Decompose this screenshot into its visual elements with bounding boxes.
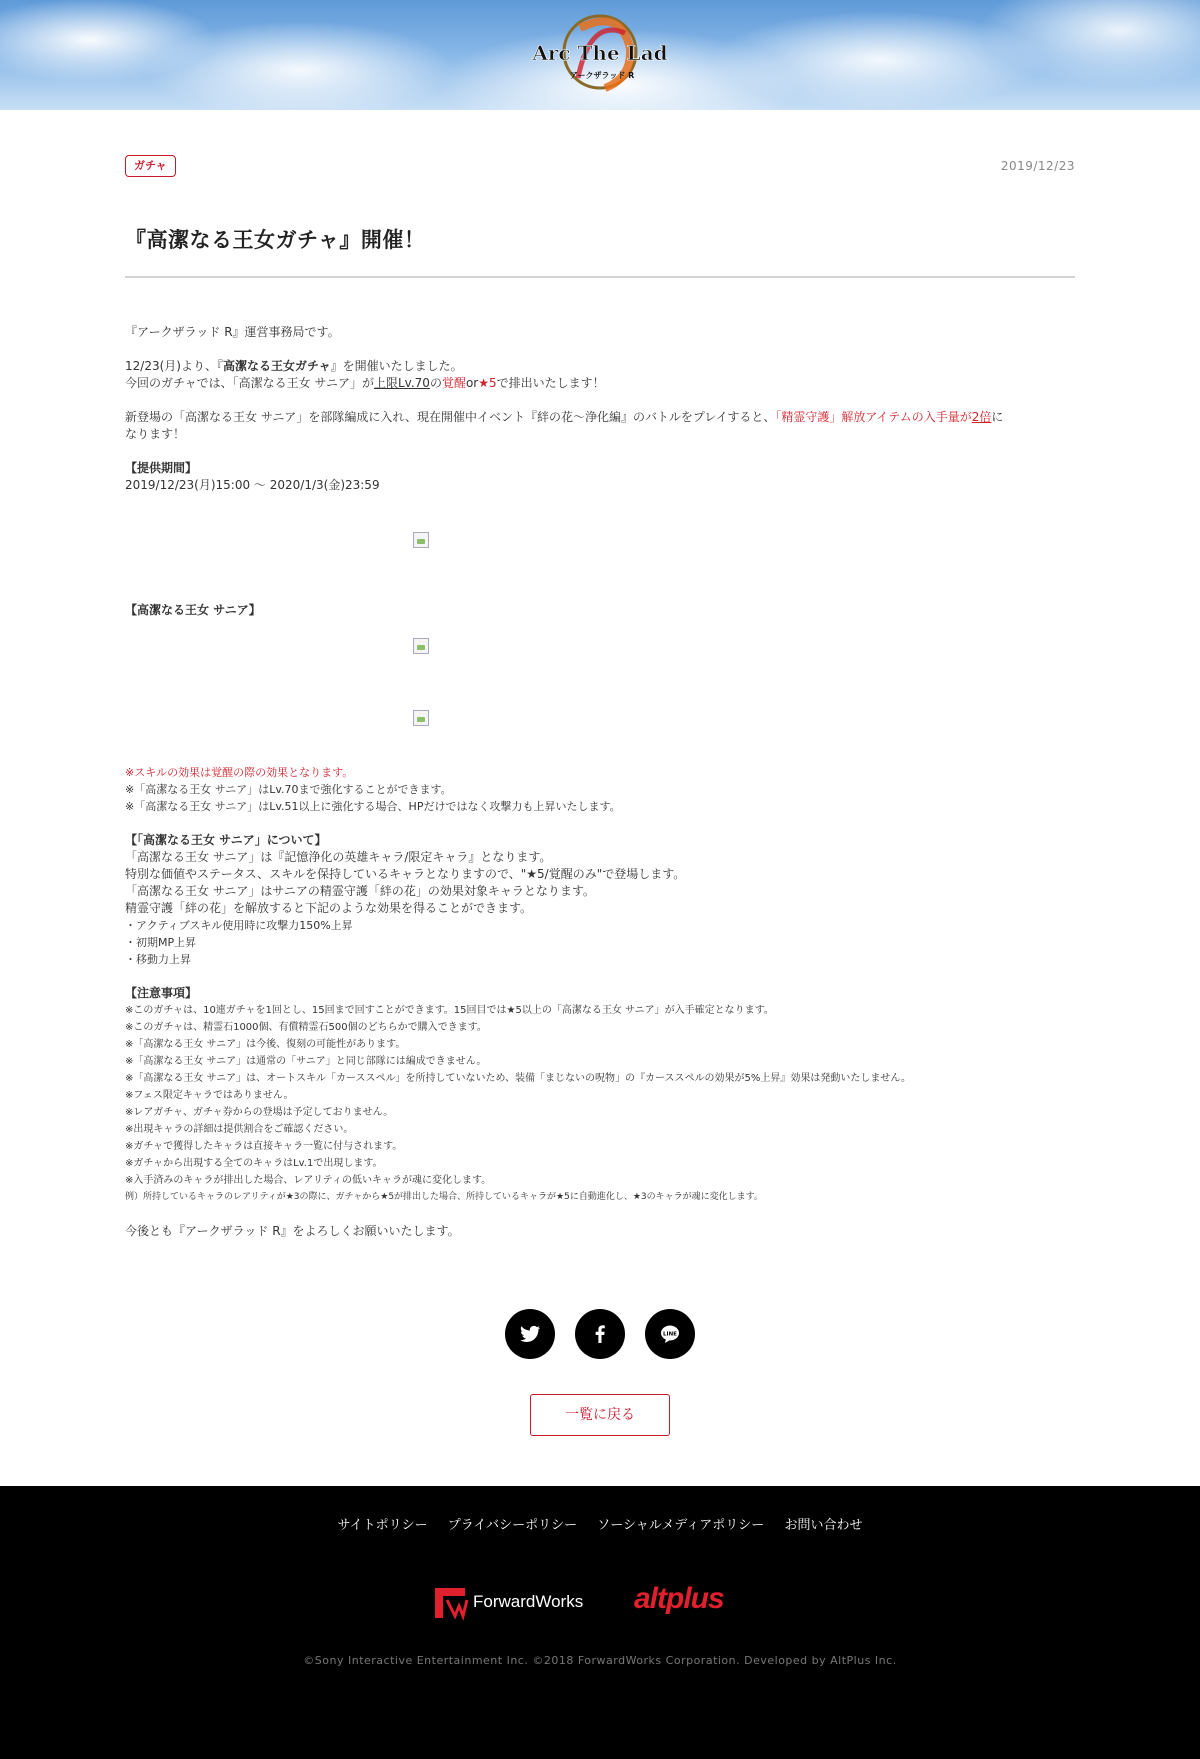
caution-item: ※このガチャは、精霊石1000個、有償精霊石500個のどちらかで購入できます。 — [125, 1022, 487, 1033]
paragraph-3: 新登場の「高潔なる王女 サニア」を部隊編成に入れ、現在開催中イベント『絆の花～浄化編』のバトルをプレイすると、「精霊守護」解放アイテムの入手量が2倍に — [125, 410, 1004, 424]
about-line: ・初期MP上昇 — [125, 936, 197, 949]
caution-item: ※「高潔なる王女 サニア」は、オートスキル「カーススペル」を所持していないため、装備「まじないの呪物」の『カーススペルの効果が5%上昇』効果は発動いたしません。 — [125, 1073, 912, 1084]
footer-link-contact[interactable]: お問い合わせ — [784, 1518, 863, 1533]
skill-note-1: ※「高潔なる王女 サニア」はLv.70まで強化することができます。 — [125, 783, 452, 796]
caution-item: ※「高潔なる王女 サニア」は通常の「サニア」と同じ部隊には編成できません。 — [125, 1056, 487, 1067]
forwardworks-text: ForwardWorks — [473, 1592, 584, 1611]
footer-nav — [0, 1514, 1200, 1533]
skill-notes — [125, 764, 1075, 1240]
caution-item: ※フェス限定キャラではありません。 — [125, 1090, 294, 1101]
article-body — [125, 324, 1075, 494]
about-line: 特別な価値やステータス、スキルを保持しているキャラとなりますので、"★5/覚醒のみ"で登場します。 — [125, 867, 686, 881]
footer-link-site-policy[interactable]: サイトポリシー — [337, 1518, 428, 1533]
about-line: 精霊守護「絆の花」を解放すると下記のような効果を得ることができます。 — [125, 901, 533, 915]
caution-item: ※ガチャから出現する全てのキャラはLv.1で出現します。 — [125, 1158, 383, 1169]
intro-text: 『アークザラッド R』運営事務局です。 — [125, 325, 340, 339]
caution-example: 例）所持しているキャラのレアリティが★3の際に、ガチャから★5が排出した場合、所持しているキャラが★5に自動進化し、★3のキャラが魂に変化します。 — [125, 1192, 763, 1202]
caution-item: ※「高潔なる王女 サニア」は今後、復刻の可能性があります。 — [125, 1039, 406, 1050]
paragraph-2: 今回のガチャでは、「高潔なる王女 サニア」が上限Lv.70の覚醒or★5で排出いたします！ — [125, 376, 605, 390]
game-logo[interactable] — [532, 8, 668, 100]
facebook-icon — [588, 1322, 612, 1346]
share-facebook-button[interactable] — [575, 1309, 625, 1359]
skill-note-2: ※「高潔なる王女 サニア」はLv.51以上に強化する場合、HPだけではなく攻撃力も上昇いたします。 — [125, 800, 621, 813]
period-heading: 【提供期間】 — [125, 461, 198, 475]
line-label: LINE — [663, 1331, 677, 1338]
line-icon — [658, 1322, 682, 1346]
paragraph-1: 12/23(月)より、『高潔なる王女ガチャ』を開催いたしました。 — [125, 359, 463, 373]
about-heading: 【「高潔なる王女 サニア」について】 — [125, 833, 327, 847]
banner-image — [413, 532, 429, 548]
forwardworks-logo[interactable] — [433, 1586, 593, 1622]
caution-item: ※レアガチャ、ガチャ券からの登場は予定しておりません。 — [125, 1107, 394, 1118]
caution-item: ※ガチャで獲得したキャラは直接キャラ一覧に付与されます。 — [125, 1141, 403, 1152]
header-banner — [0, 0, 1200, 110]
caution-item: ※このガチャは、10連ガチャを1回とし、15回まで回すことができます。15回目では★5以上の「高潔なる王女 サニア」が入手確定となります。 — [125, 1005, 774, 1016]
skill-image — [413, 710, 429, 726]
back-to-list-button[interactable]: 一覧に戻る — [530, 1394, 670, 1436]
footer — [0, 1486, 1200, 1759]
about-line: ・アクティブスキル使用時に攻撃力150%上昇 — [125, 919, 353, 932]
caution-item: ※入手済みのキャラが排出した場合、レアリティの低いキャラが魂に変化します。 — [125, 1175, 492, 1186]
title-divider — [125, 276, 1075, 278]
footer-link-social-media-policy[interactable]: ソーシャルメディアポリシー — [597, 1518, 765, 1533]
logo-subtext: アークザラッド R — [569, 71, 635, 80]
about-line: 「高潔なる王女 サニア」はサニアの精霊守護「絆の花」の効果対象キャラとなります。 — [125, 884, 595, 898]
share-twitter-button[interactable] — [505, 1309, 555, 1359]
gacha-name: 高潔なる王女ガチャ — [222, 359, 331, 373]
chara-image — [413, 638, 429, 654]
article-title: 『高潔なる王女ガチャ』開催！ — [125, 228, 426, 252]
altplus-logo[interactable]: altplus — [634, 1582, 724, 1615]
post-date: 2019/12/23 — [1000, 159, 1075, 173]
forwardworks-mark-icon — [433, 1586, 469, 1620]
about-line: 「高潔なる王女 サニア」は『記憶浄化の英雄キャラ/限定キャラ』となります。 — [125, 850, 552, 864]
chara-section — [125, 602, 1075, 619]
period-text: 2019/12/23(月)15:00 〜 2020/1/3(金)23:59 — [125, 478, 380, 492]
skill-note-red: ※スキルの効果は覚醒の際の効果となります。 — [125, 766, 354, 779]
paragraph-3-cont: なります！ — [125, 427, 186, 441]
share-line-button[interactable] — [645, 1309, 695, 1359]
caution-item: ※出現キャラの詳細は提供割合をご確認ください。 — [125, 1124, 354, 1135]
twitter-icon — [518, 1322, 542, 1346]
about-line: ・移動力上昇 — [125, 953, 191, 966]
copyright: ©Sony Interactive Entertainment Inc. ©2018 ForwardWorks Corporation. Developed by AltPlus Inc. — [303, 1654, 897, 1667]
footer-link-privacy-policy[interactable]: プライバシーポリシー — [447, 1518, 578, 1533]
closing-text: 今後とも『アークザラッド R』をよろしくお願いいたします。 — [125, 1224, 460, 1238]
logo-text: Arc The Lad — [532, 41, 668, 65]
chara-heading: 【高潔なる王女 サニア】 — [125, 603, 261, 617]
caution-heading: 【注意事項】 — [125, 986, 198, 1000]
category-tag[interactable]: ガチャ — [125, 155, 176, 177]
